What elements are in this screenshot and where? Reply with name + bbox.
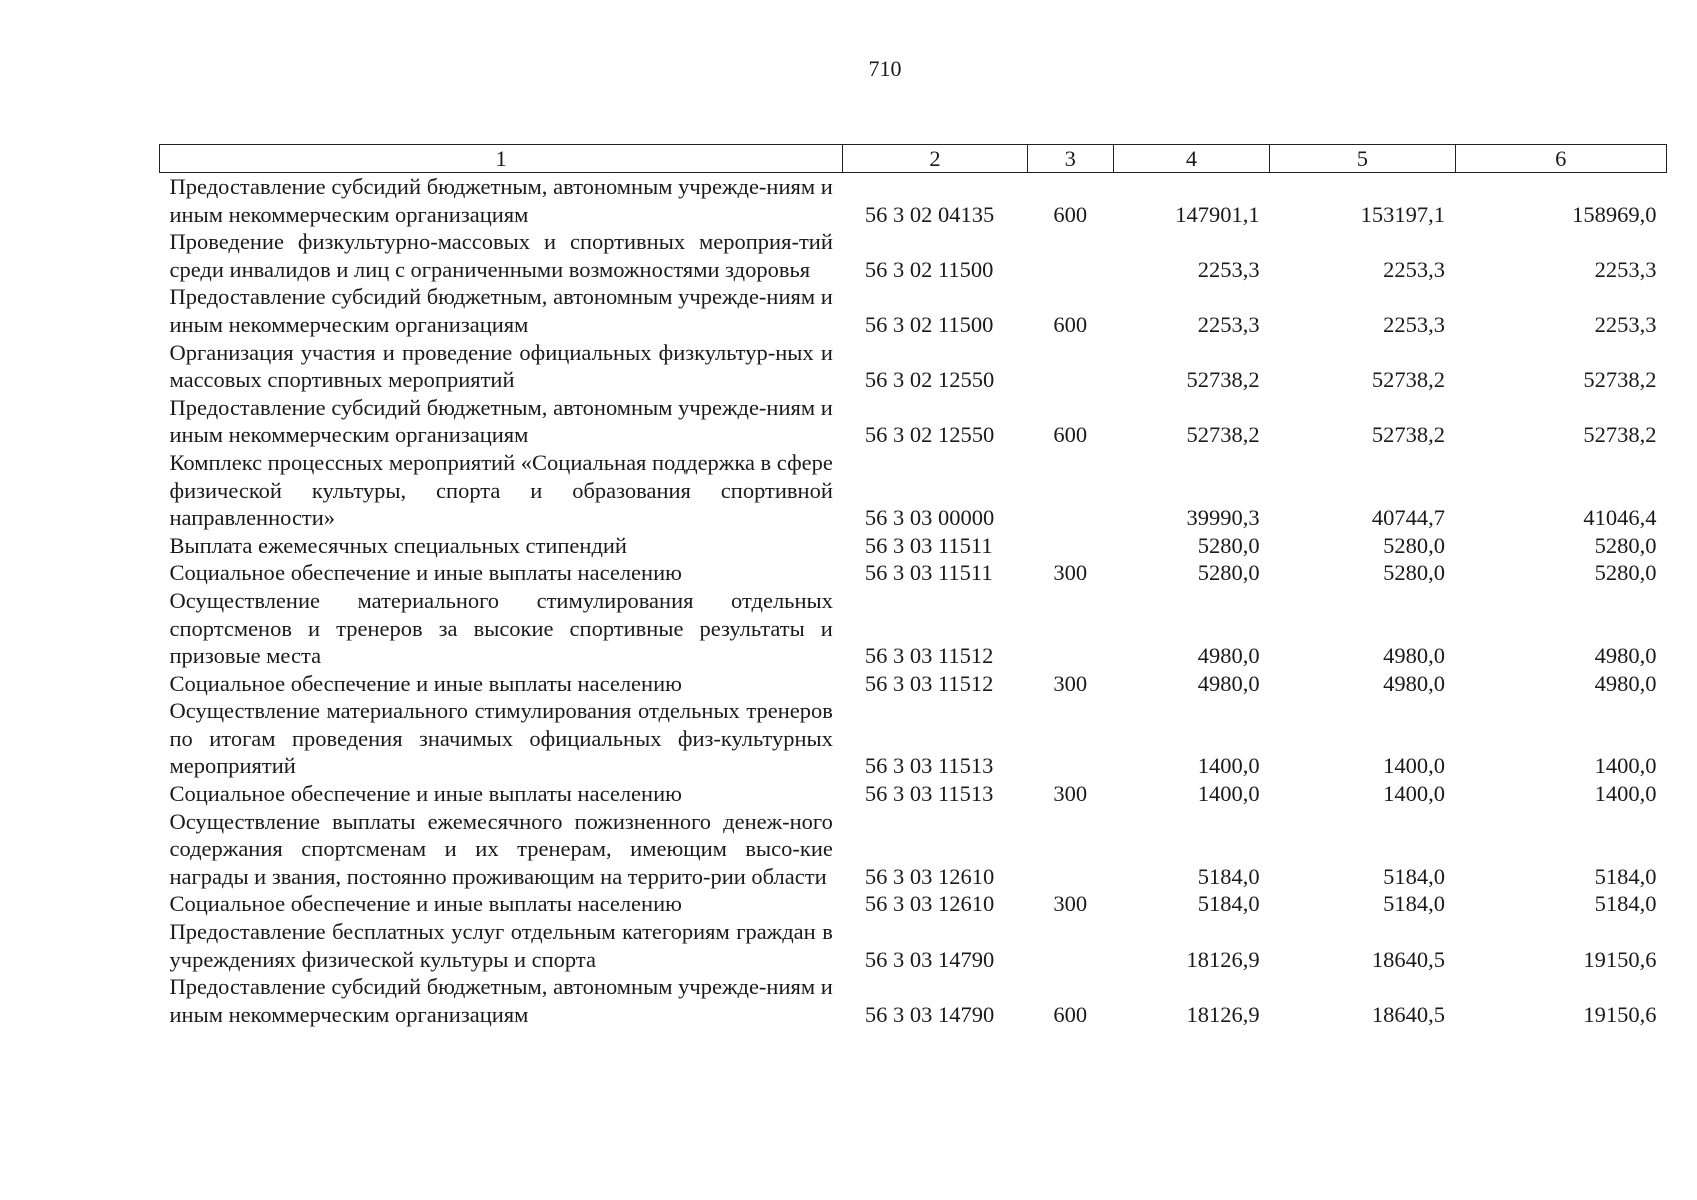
row-name: Предоставление бесплатных услуг отдельным категориям граждан в учреждениях физической культуры и спорта	[169, 919, 833, 972]
row-value-3: 5184,0	[1594, 891, 1657, 917]
table-row	[160, 808, 1667, 891]
table-row	[160, 918, 1667, 973]
row-kind: 600	[1053, 1001, 1088, 1027]
table-row	[160, 532, 1667, 560]
row-name: Комплекс процессных мероприятий «Социальная поддержка в сфере физической культуры, спорта и образования спортивной направленности»	[169, 449, 833, 531]
row-code: 56 3 03 11512	[864, 670, 994, 696]
row-value-2: 5184,0	[1383, 863, 1446, 889]
row-value-3: 2253,3	[1594, 256, 1657, 282]
row-name: Предоставление субсидий бюджетным, автономным учрежде-ниям и иным некоммерческим организациям	[169, 174, 833, 227]
row-value-3: 158969,0	[1572, 201, 1657, 227]
row-kind: 300	[1053, 781, 1088, 807]
row-code: 56 3 02 11500	[864, 311, 994, 337]
row-value-1: 4980,0	[1197, 643, 1260, 669]
row-value-3: 5280,0	[1594, 560, 1657, 586]
header-col-2: 2	[843, 145, 1027, 173]
row-kind: 300	[1053, 891, 1088, 917]
row-value-1: 1400,0	[1197, 781, 1260, 807]
row-value-2: 18640,5	[1371, 1001, 1446, 1027]
row-value-3: 4980,0	[1594, 670, 1657, 696]
table-row	[160, 780, 1667, 808]
row-name: Социальное обеспечение и иные выплаты населению	[169, 560, 682, 586]
row-value-1: 147901,1	[1175, 201, 1260, 227]
row-value-3: 19150,6	[1583, 946, 1657, 972]
row-value-2: 153197,1	[1360, 201, 1446, 227]
row-value-1: 5184,0	[1197, 863, 1260, 889]
row-value-1: 1400,0	[1197, 753, 1260, 779]
row-value-2: 2253,3	[1383, 311, 1446, 337]
table-row	[160, 228, 1667, 283]
row-code: 56 3 03 12610	[864, 863, 995, 889]
row-value-1: 39990,3	[1186, 505, 1260, 531]
row-kind: 600	[1053, 311, 1088, 337]
row-name: Осуществление выплаты ежемесячного пожизненного денеж-ного содержания спортсменам и их тренерам, имеющим высо-кие награды и звания, постоянно проживающим на террито-рии области	[169, 808, 833, 889]
table-row	[160, 587, 1667, 670]
row-kind	[1027, 918, 1113, 973]
row-value-1: 18126,9	[1186, 1001, 1260, 1027]
row-value-3: 52738,2	[1583, 367, 1657, 393]
table-row	[160, 449, 1667, 532]
row-kind	[1027, 697, 1113, 780]
row-name: Осуществление материального стимулирования отдельных спортсменов и тренеров за высокие спортивные результаты и призовые места	[169, 587, 833, 669]
row-kind	[1027, 808, 1113, 891]
row-code: 56 3 03 14790	[864, 946, 995, 972]
row-value-1: 18126,9	[1186, 946, 1260, 972]
row-name: Предоставление субсидий бюджетным, автономным учрежде-ниям и иным некоммерческим организациям	[169, 284, 833, 337]
row-value-1: 2253,3	[1197, 256, 1260, 282]
row-kind	[1027, 449, 1113, 532]
row-value-3: 1400,0	[1594, 753, 1657, 779]
header-col-6: 6	[1455, 145, 1666, 173]
table-row	[160, 973, 1667, 1028]
row-value-3: 1400,0	[1594, 781, 1657, 807]
row-value-2: 40744,7	[1371, 505, 1446, 531]
table-row	[160, 173, 1667, 229]
row-value-3: 2253,3	[1594, 311, 1657, 337]
row-value-1: 4980,0	[1197, 670, 1260, 696]
header-row	[160, 145, 1667, 173]
row-kind: 600	[1053, 422, 1088, 448]
row-value-1: 52738,2	[1186, 367, 1260, 393]
row-name: Проведение физкультурно-массовых и спортивных мероприя-тий среди инвалидов и лиц с ограниченными возможностями здоровья	[169, 229, 833, 282]
row-value-2: 18640,5	[1371, 946, 1446, 972]
row-code: 56 3 03 11511	[864, 532, 993, 558]
row-value-1: 2253,3	[1197, 311, 1260, 337]
row-value-2: 4980,0	[1383, 670, 1446, 696]
table-row	[160, 283, 1667, 338]
row-kind: 300	[1053, 560, 1088, 586]
row-value-2: 4980,0	[1383, 643, 1446, 669]
row-code: 56 3 03 12610	[864, 891, 995, 917]
row-code: 56 3 02 11500	[864, 256, 994, 282]
row-value-1: 52738,2	[1186, 422, 1260, 448]
table-body	[160, 173, 1667, 1029]
row-value-3: 41046,4	[1583, 505, 1657, 531]
row-value-1: 5280,0	[1197, 532, 1260, 558]
row-value-2: 5280,0	[1383, 560, 1446, 586]
row-value-2: 2253,3	[1383, 256, 1446, 282]
row-value-2: 5280,0	[1383, 532, 1446, 558]
row-name: Предоставление субсидий бюджетным, автономным учрежде-ниям и иным некоммерческим организациям	[169, 394, 833, 448]
row-code: 56 3 03 00000	[864, 505, 995, 531]
row-code: 56 3 03 11512	[864, 643, 994, 669]
row-name: Предоставление субсидий бюджетным, автономным учрежде-ниям и иным некоммерческим организациям	[169, 974, 833, 1027]
row-kind	[1027, 339, 1113, 394]
header-col-5: 5	[1270, 145, 1455, 173]
table-row	[160, 697, 1667, 780]
row-value-3: 19150,6	[1583, 1001, 1657, 1027]
row-value-2: 1400,0	[1383, 781, 1446, 807]
table-row	[160, 339, 1667, 394]
row-name: Социальное обеспечение и иные выплаты населению	[169, 891, 682, 917]
row-value-2: 5184,0	[1383, 891, 1446, 917]
row-kind	[1027, 228, 1113, 283]
row-value-2: 52738,2	[1371, 422, 1446, 448]
budget-table	[159, 144, 1667, 1028]
row-value-2: 52738,2	[1371, 367, 1446, 393]
row-name: Осуществление материального стимулирования отдельных тренеров по итогам проведения значимых официальных физ-культурных мероприятий	[169, 698, 833, 779]
table-row	[160, 670, 1667, 698]
row-name: Социальное обеспечение и иные выплаты населению	[169, 781, 682, 807]
row-value-1: 5184,0	[1197, 891, 1260, 917]
row-code: 56 3 03 11511	[864, 560, 993, 586]
row-kind: 300	[1053, 670, 1088, 696]
row-kind	[1027, 587, 1113, 670]
table-header	[160, 145, 1667, 173]
page-number: 710	[868, 56, 902, 81]
table-row	[160, 559, 1667, 587]
header-col-3: 3	[1027, 145, 1113, 173]
table-row	[160, 394, 1667, 449]
row-code: 56 3 03 11513	[864, 781, 994, 807]
row-code: 56 3 02 12550	[864, 422, 995, 448]
row-code: 56 3 03 11513	[864, 753, 994, 779]
row-value-1: 5280,0	[1197, 560, 1260, 586]
row-name: Выплата ежемесячных специальных стипендий	[169, 532, 627, 558]
row-kind: 600	[1053, 201, 1088, 227]
header-col-4: 4	[1113, 145, 1269, 173]
row-name: Социальное обеспечение и иные выплаты населению	[169, 670, 682, 696]
header-col-1: 1	[160, 145, 843, 173]
row-kind	[1027, 532, 1113, 560]
row-name: Организация участия и проведение официальных физкультур-ных и массовых спортивных мероприятий	[169, 339, 833, 393]
row-value-3: 5280,0	[1594, 532, 1657, 558]
row-value-3: 52738,2	[1583, 422, 1657, 448]
row-code: 56 3 02 12550	[864, 367, 995, 393]
row-code: 56 3 02 04135	[864, 201, 995, 227]
row-value-3: 5184,0	[1594, 863, 1657, 889]
row-value-2: 1400,0	[1383, 753, 1446, 779]
row-code: 56 3 03 14790	[864, 1001, 995, 1027]
row-value-3: 4980,0	[1594, 643, 1657, 669]
table-row	[160, 890, 1667, 918]
